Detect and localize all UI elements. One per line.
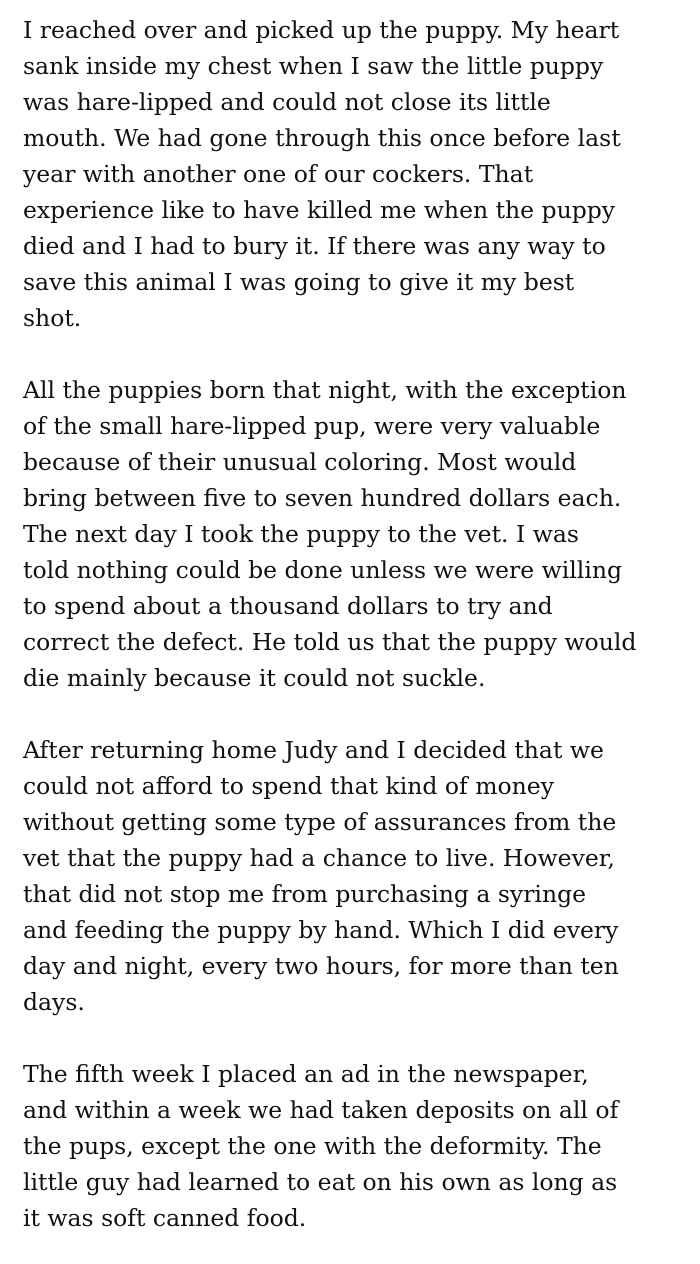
text-line: vet that the puppy had a chance to live. However, bbox=[23, 844, 615, 872]
paragraph-4 bbox=[23, 1056, 680, 1236]
paragraph-3 bbox=[23, 732, 680, 1020]
text-line: correct the defect. He told us that the puppy would bbox=[23, 628, 637, 656]
text-line: mouth. We had gone through this once before last bbox=[23, 124, 621, 152]
text-line: could not afford to spend that kind of money bbox=[23, 772, 554, 800]
paragraph-2 bbox=[23, 372, 680, 696]
text-line: little guy had learned to eat on his own as long as bbox=[23, 1168, 618, 1196]
text-line: without getting some type of assurances from the bbox=[23, 808, 617, 836]
text-line: died and I had to bury it. If there was any way to bbox=[23, 232, 606, 260]
text-line: because of their unusual coloring. Most would bbox=[23, 448, 577, 476]
text-line: experience like to have killed me when the puppy bbox=[23, 196, 616, 224]
text-line: After returning home Judy and I decided that we bbox=[23, 736, 604, 764]
text-line: days. bbox=[23, 988, 85, 1016]
text-line: the pups, except the one with the deformity. The bbox=[23, 1132, 602, 1160]
text-line: save this animal I was going to give it my best bbox=[23, 268, 575, 296]
paragraph-1 bbox=[23, 12, 680, 336]
text-line: and feeding the puppy by hand. Which I did every bbox=[23, 916, 619, 944]
text-line: that did not stop me from purchasing a syringe bbox=[23, 880, 587, 908]
text-line: it was soft canned food. bbox=[23, 1204, 307, 1232]
text-line: was hare-lipped and could not close its little bbox=[23, 88, 551, 116]
text-line: sank inside my chest when I saw the little puppy bbox=[23, 52, 604, 80]
text-line: bring between five to seven hundred dollars each. bbox=[23, 484, 622, 512]
text-line: year with another one of our cockers. That bbox=[23, 160, 534, 188]
text-line: told nothing could be done unless we were willing bbox=[23, 556, 623, 584]
text-line: and within a week we had taken deposits on all of bbox=[23, 1096, 619, 1124]
text-line: The next day I took the puppy to the vet. I was bbox=[23, 520, 579, 548]
text-line: I reached over and picked up the puppy. My heart bbox=[23, 16, 620, 44]
text-line: day and night, every two hours, for more than ten bbox=[23, 952, 619, 980]
text-line: shot. bbox=[23, 304, 82, 332]
text-line: The fifth week I placed an ad in the newspaper, bbox=[23, 1060, 589, 1088]
text-line: die mainly because it could not suckle. bbox=[23, 664, 486, 692]
text-line: All the puppies born that night, with the exception bbox=[23, 376, 627, 404]
text-line: of the small hare-lipped pup, were very valuable bbox=[23, 412, 601, 440]
text-line: to spend about a thousand dollars to try and bbox=[23, 592, 553, 620]
